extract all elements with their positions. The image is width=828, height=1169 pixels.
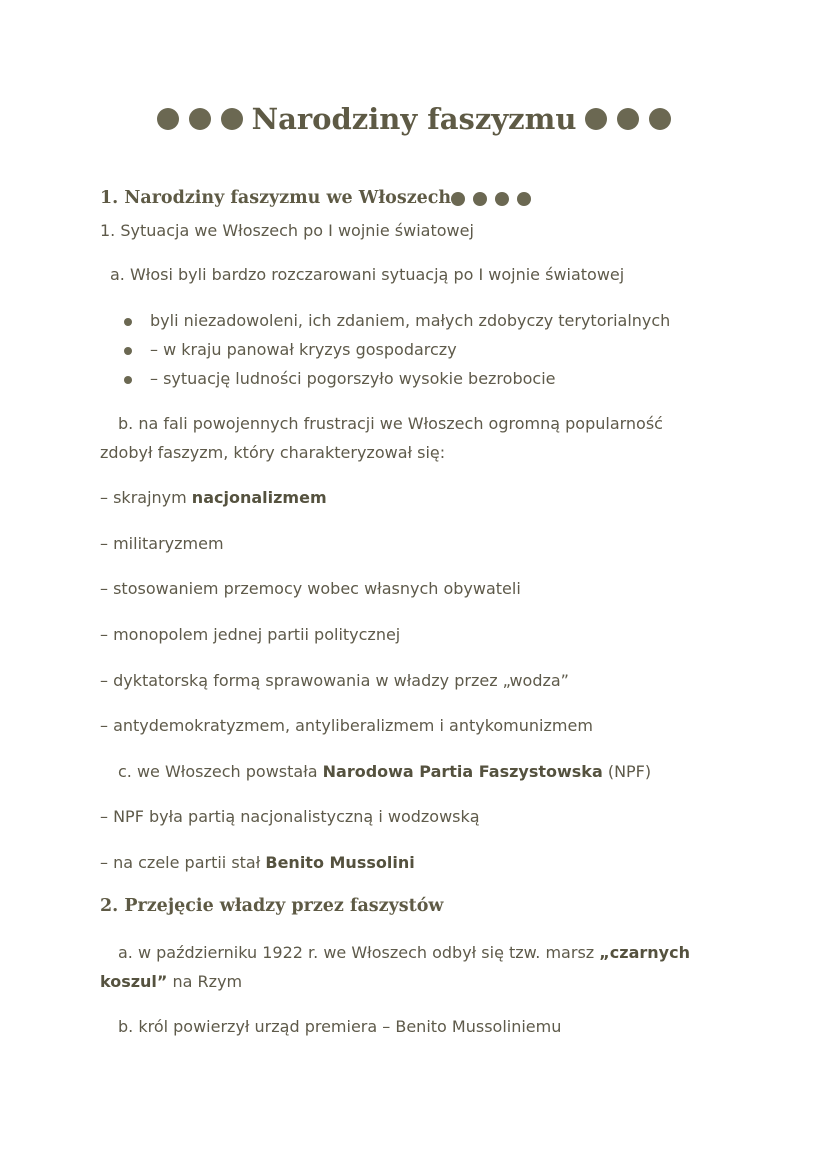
decor-dot-icon: [649, 108, 671, 130]
point-b-line1: b. na fali powojennych frustracji we Włoszech ogromną popularność: [118, 414, 663, 433]
trait-item: – stosowaniem przemocy wobec własnych obywateli: [100, 579, 521, 598]
decor-dot-icon: [221, 108, 243, 130]
bullet-text: – w kraju panował kryzys gospodarczy: [150, 340, 457, 359]
point-b-line2: zdobył faszyzm, który charakteryzował się:: [100, 443, 446, 462]
npf-leader-text: – na czele partii stał: [100, 853, 266, 872]
trait-item: – militaryzmem: [100, 534, 224, 553]
page-title: Narodziny faszyzmu: [251, 102, 577, 136]
point-a-text: a. w październiku 1922 r. we Włoszech odbył się tzw. marsz: [118, 943, 600, 962]
decor-dot-icon: [473, 192, 487, 206]
decor-dot-icon: [157, 108, 179, 130]
section1-heading-row: [100, 188, 535, 208]
bullet-icon: [124, 318, 132, 326]
trait-item: – monopolem jednej partii politycznej: [100, 625, 401, 644]
trait-text: – skrajnym: [100, 488, 192, 507]
point-a-suffix: na Rzym: [167, 972, 243, 991]
npf-leader-line: [100, 853, 415, 872]
point-c-suffix: (NPF): [602, 762, 652, 781]
decor-dot-icon: [495, 192, 509, 206]
npf-line: – NPF była partią nacjonalistyczną i wodzowską: [100, 807, 480, 826]
bullet-item: [124, 369, 555, 388]
section2-heading: 2. Przejęcie władzy przez faszystów: [100, 896, 444, 916]
point-a: a. Włosi byli bardzo rozczarowani sytuacją po I wojnie światowej: [110, 265, 625, 284]
trait-item: – dyktatorską formą sprawowania w władzy przez „wodza”: [100, 671, 569, 690]
decor-dot-icon: [189, 108, 211, 130]
section1-subheading: 1. Sytuacja we Włoszech po I wojnie światowej: [100, 221, 474, 240]
leader-name: Benito Mussolini: [265, 853, 415, 872]
decor-dot-icon: [451, 192, 465, 206]
bullet-item: [124, 311, 670, 330]
section2-point-a-line2: [100, 972, 242, 991]
trait-item: [100, 488, 327, 507]
decor-dot-icon: [517, 192, 531, 206]
march-name: „czarnych: [599, 943, 690, 962]
section1-heading: 1. Narodziny faszyzmu we Włoszech: [100, 188, 452, 208]
bullet-item: [124, 340, 457, 359]
march-name-cont: koszul”: [100, 972, 168, 991]
decor-dot-icon: [585, 108, 607, 130]
party-name: Narodowa Partia Faszystowska: [322, 762, 603, 781]
bullet-icon: [124, 347, 132, 355]
section2-point-b: b. król powierzył urząd premiera – Benito Mussoliniemu: [118, 1017, 562, 1036]
point-c: [118, 762, 651, 781]
trait-item: – antydemokratyzmem, antyliberalizmem i antykomunizmem: [100, 716, 593, 735]
bullet-icon: [124, 376, 132, 384]
bullet-text: – sytuację ludności pogorszyło wysokie bezrobocie: [150, 369, 556, 388]
bullet-text: byli niezadowoleni, ich zdaniem, małych zdobyczy terytorialnych: [150, 311, 671, 330]
trait-emphasis: nacjonalizmem: [191, 488, 327, 507]
decor-dot-icon: [617, 108, 639, 130]
page-title-row: [0, 100, 828, 136]
point-c-text: c. we Włoszech powstała: [118, 762, 323, 781]
section2-point-a-line1: [118, 943, 690, 962]
